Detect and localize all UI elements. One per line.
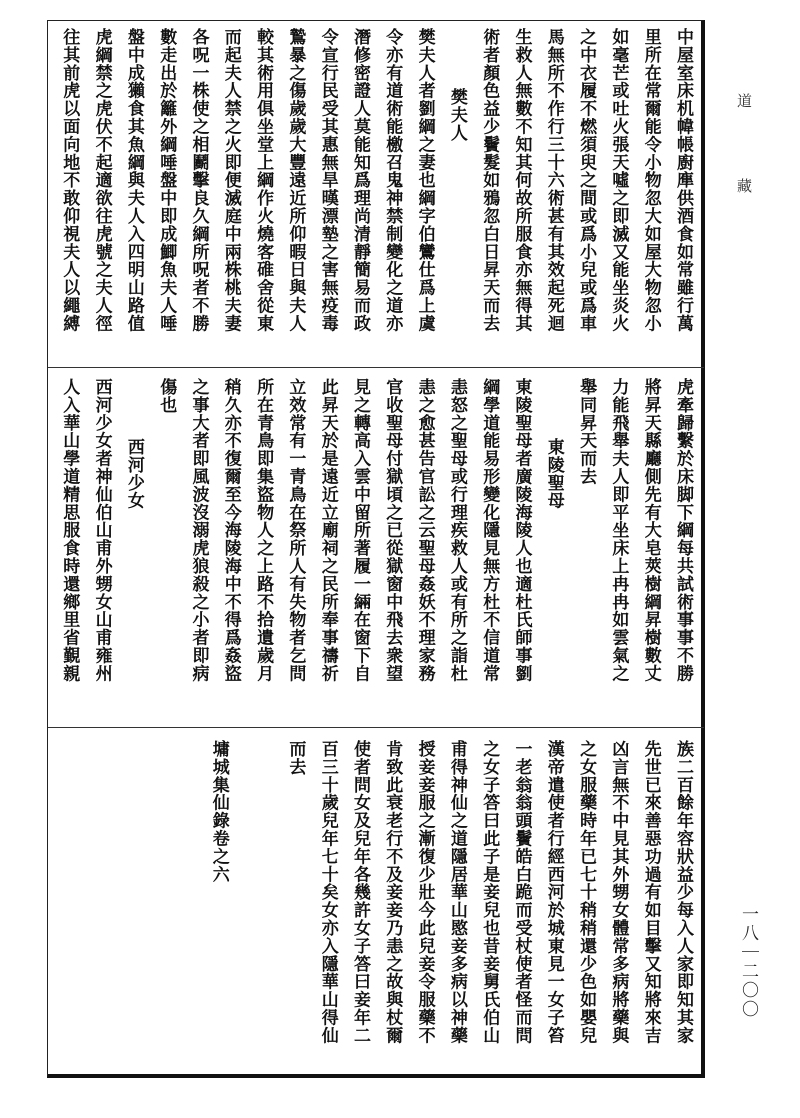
- page-frame: [47, 20, 705, 1078]
- text-column: 之事大者即風波沒溺虎狼殺之小者即病: [188, 378, 209, 683]
- section-heading: 東陵聖母: [543, 438, 564, 510]
- text-column: 之中衣履不燃須臾之間或爲小兒或爲車: [576, 28, 597, 333]
- page-number: 一八｜二〇〇: [738, 905, 758, 1019]
- text-column: 肯致此衰老行不及妾妾乃恚之故與杖爾: [382, 740, 403, 1045]
- text-column: 恚怒之聖母或行理疾救人或有所之詣杜: [446, 378, 467, 683]
- text-column: 鷙暴之傷歲歲大豐遠近所仰暇日與夫人: [285, 28, 306, 333]
- text-column: 舉同昇天而去: [576, 378, 597, 486]
- text-column: 令亦有道術能檄召鬼神禁制變化之道亦: [382, 28, 403, 333]
- text-column: 而去: [285, 740, 306, 776]
- text-column: 綱學道能易形變化隱見無方杜不信道常: [479, 378, 500, 683]
- text-column: 官收聖母付獄頃之已從獄窗中飛去衆望: [382, 378, 403, 683]
- text-column: 人入華山學道精思服食時還鄉里省覲親: [59, 378, 80, 683]
- text-column: 馬無所不作行三十六術甚有其效起死迴: [543, 28, 564, 333]
- text-column: 往其前虎以面向地不敢仰視夫人以繩縛: [59, 28, 80, 333]
- text-column: 虎牽歸繫於床脚下綱每共試術事事不勝: [673, 378, 693, 683]
- panel-divider: [48, 367, 704, 368]
- text-column: 授妾妾服之漸復少壯今此兒妾令服藥不: [414, 740, 435, 1045]
- text-column: 稍久亦不復爾至今海陵海中不得爲姦盜: [220, 378, 241, 683]
- text-column: 西河少女者神仙伯山甫外甥女山甫雍州: [91, 378, 112, 683]
- text-column: 如毫芒或吐火張天噓之即滅又能坐炎火: [608, 28, 629, 333]
- section-heading: 西河少女: [123, 438, 144, 510]
- text-column: 所在青鳥即集盜物人之上路不拾遺歲月: [253, 378, 274, 683]
- text-column: 之女服藥時年已七十稍稍還少色如嬰兒: [576, 740, 597, 1045]
- text-column: 之女子答曰此子是妾兒也昔妾舅氏伯山: [479, 740, 500, 1045]
- text-column: 將昇天縣廳側先有大皂莢樹綱昇樹數丈: [640, 378, 661, 683]
- section-heading: 樊夫人: [446, 88, 467, 142]
- panel-divider: [48, 727, 704, 728]
- text-column: 虎綱禁之虎伏不起適欲往虎號之夫人徑: [91, 28, 112, 333]
- text-column: 令宣行民受其惠無旱暵漂墊之害無疫毒: [317, 28, 338, 333]
- text-column: 盤中成獺食其魚綱與夫人入四明山路值: [123, 28, 144, 333]
- margin-title-dao: 道: [737, 92, 753, 110]
- text-column: 潛修密證人莫能知爲理尚清靜簡易而政: [350, 28, 370, 333]
- text-column: 甫得神仙之道隱居華山愍妾多病以神藥: [446, 740, 467, 1045]
- text-column: 數走出於籬外綱唾盤中即成鯽魚夫人唾: [156, 28, 177, 333]
- text-column: 中屋室床机幃帳廚㢑供酒食如常雖行萬: [673, 28, 693, 333]
- text-column: 各呪一株使之相鬬擊良久綱所呪者不勝: [188, 28, 209, 333]
- margin-title-zang: 藏: [737, 177, 753, 195]
- text-column: 一老翁翁頭鬢皓白跪而受杖使者怪而問: [511, 740, 532, 1045]
- text-column: 較其術用俱坐堂上綱作火燒客碓舍從東: [253, 28, 274, 333]
- text-column: 漢帝遣使者行經西河於城東見一女子笞: [543, 740, 564, 1045]
- text-column: 見之轉高入雲中留所著履一緉在窗下自: [350, 378, 370, 683]
- text-column: 使者問女及兒年各幾許女子答曰妾年二: [350, 740, 370, 1045]
- text-column: 此昇天於是遠近立廟祠之民所奉事禱祈: [317, 378, 338, 683]
- text-column: 百三十歲兒年七十矣女亦入隱華山得仙: [317, 740, 338, 1045]
- volume-colophon: 墉城集仙錄卷之六: [208, 740, 229, 884]
- text-column: 力能飛舉夫人即平坐床上冉冉如雲氣之: [608, 378, 629, 683]
- text-column: 而起夫人禁之火即便滅庭中兩株桃夫妻: [220, 28, 241, 333]
- text-column: 術者顏色益少鬢髮如鴉忽白日昇天而去: [479, 28, 500, 333]
- text-column: 凶言無不中見其外甥女體常多病將藥與: [608, 740, 629, 1045]
- text-column: 族二百餘年容狀益少每入人家即知其家: [673, 740, 693, 1045]
- text-column: 立效常有一青鳥在祭所人有失物者乞問: [285, 378, 306, 683]
- text-column: 里所在常爾能令小物忽大如屋大物忽小: [640, 28, 661, 333]
- text-column: 生救人無數不知其何故所服食亦無得其: [511, 28, 532, 333]
- text-column: 傷也: [156, 378, 177, 414]
- text-column: 東陵聖母者廣陵海陵人也適杜氏師事劉: [511, 378, 532, 683]
- text-column: 先世已來善惡功過有如目擊又知將來吉: [640, 740, 661, 1045]
- text-column: 恚之愈甚告官訟之云聖母姦妖不理家務: [414, 378, 435, 683]
- text-column: 樊夫人者劉綱之妻也綱字伯鸞仕爲上虞: [414, 28, 435, 333]
